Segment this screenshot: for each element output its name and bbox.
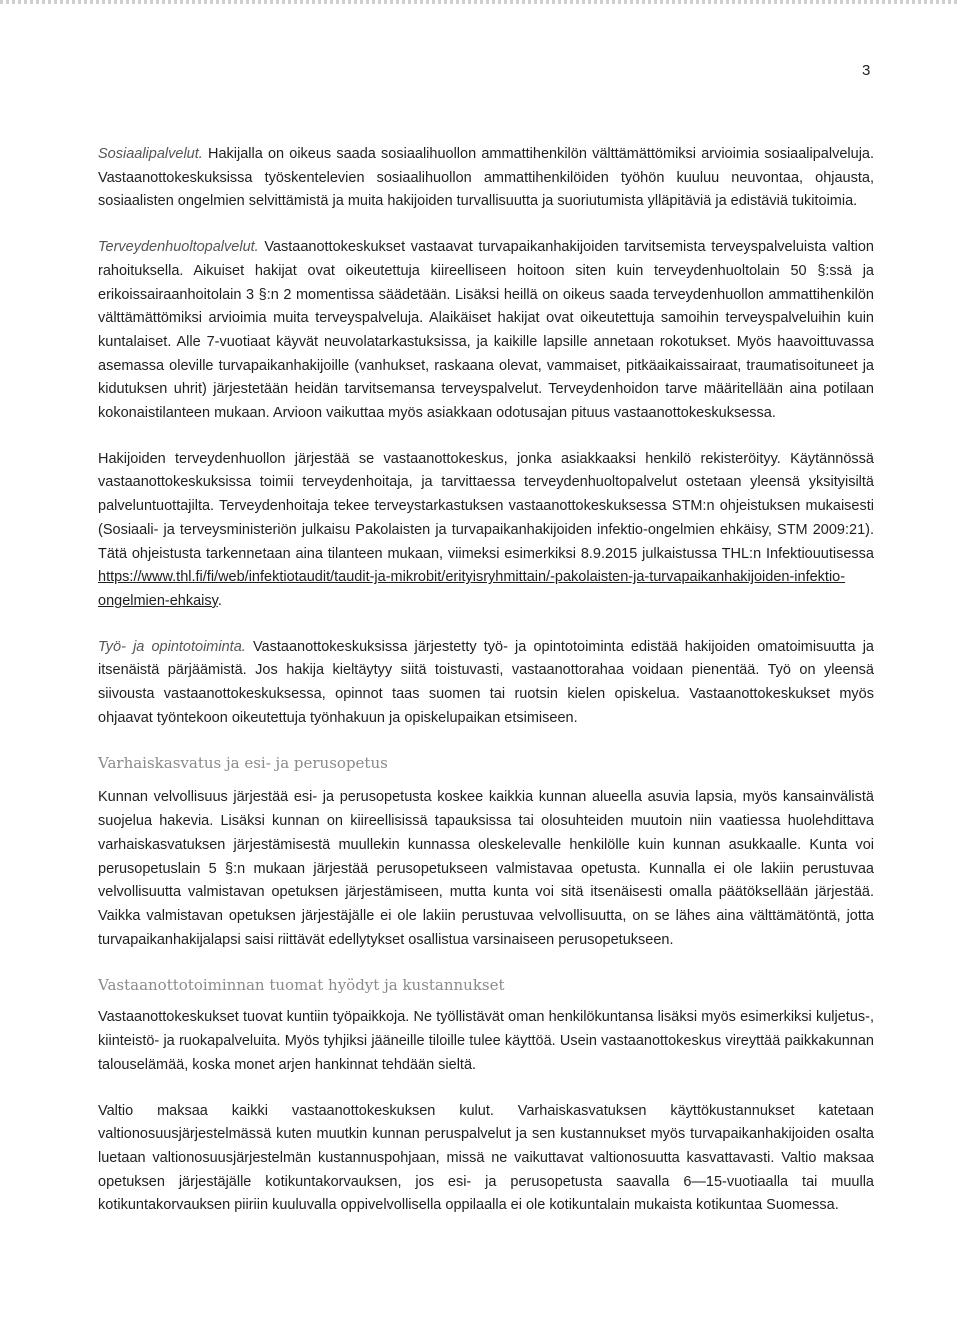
paragraph-varhaiskasvatus: Kunnan velvollisuus järjestää esi- ja perusopetusta koskee kaikkia kunnan alueella asuvia lapsia, myös kansainvälistä suojelua hakevia. Lisäksi kunnan on kiireellisissä tapauksissa tai olosuhteiden muutoin niin vaatiessa huolehdittava varhaiskasvatuksen järjestämisestä muullekin kunnassa oleskelevalle henkilölle kuin kunnan asukkaalle. Kunta voi perusopetuslain 5 §:n mukaan järjestää perusopetukseen valmistavaa opetusta. Kunnalla ei ole lakiin perustuvaa velvollisuutta valmistavan opetuksen järjestämiseen, mutta kunta voi sitä itsenäisesti omalla päätöksellään järjestää. Vaikka valmistavan opetuksen järjestäjälle ei ole lakiin perustuvaa velvollisuutta, on se lähes aina välttämätöntä, jotta turvapaikanhakijalapsi saisi riittävät edellytykset osallistua varsinaiseen perusopetukseen. [98,789,874,948]
paragraph-text: Vastaanottokeskuksissa järjestetty työ- ja opintotoiminta edistää hakijoiden omatoimisuutta ja itsenäistä pärjäämistä. Jos hakija kieltäytyy siitä toistuvasti, vastaanottorahaa voidaan pienentää. Työ on yleensä siivousta vastaanottokeskuksessa, opinnot taas suomen tai ruotsin kielen opiskelua. Vastaanottokeskukset myös ohjaavat työntekoon oikeutettuja työnhakuun ja opiskelupaikan etsimiseen. [98,638,874,726]
paragraph-tyopaikat: Vastaanottokeskukset tuovat kuntiin työpaikkoja. Ne työllistävät oman henkilökuntansa lisäksi myös esimerkiksi kuljetus-, kiinteistö- ja ruokapalveluita. Myös tyhjiksi jääneille tiloille tulee käyttöä. Usein vastaanottokeskus vireyttää paikkakunnan talouselämää, koska monet arjen hankinnat tehdään sieltä. [98,1009,874,1073]
paragraph-sosiaalipalvelut [98,143,874,214]
paragraph-tyo-opintotoiminta [98,636,874,731]
heading-varhaiskasvatus: Varhaiskasvatus ja esi- ja perusopetus [98,754,388,773]
paragraph-lead: Työ- ja opintotoiminta. [98,638,246,655]
thl-link[interactable]: https://www.thl.fi/fi/web/infektiotaudit/taudit-ja-mikrobit/erityisryhmittain/-pakolaisten-ja-turvapaikanhakijoiden-infektio-ongelmien-ehkaisy [98,569,846,609]
spacer [98,996,874,1006]
paragraph-lead: Terveydenhuoltopalvelut. [98,239,259,256]
paragraph-terveydenhuolto-jarjestaminen [98,448,874,614]
paragraph-text: Hakijalla on oikeus saada sosiaalihuollon ammattihenkilön välttämättömiksi arvioimia sosiaalipalveluja. Vastaanottokeskuksissa työskentelevien sosiaalihuollon ammattihenkilöiden työhön kuuluu neuvontaa, ohjausta, sosiaalisten ongelmien selvittämistä ja muita hakijoiden turvallisuutta ja suoriutumista ylläpitäviä ja edistäviä tukitoimia. [98,146,875,210]
paragraph-kustannukset: Valtio maksaa kaikki vastaanottokeskuksen kulut. Varhaiskasvatuksen käyttökustannukset katetaan valtionosuusjärjestelmässä kuten muutkin kunnan peruspalvelut ja sen kustannukset myös turvapaikanhakijoiden osalta luetaan valtionosuusjärjestelmän kustannuspohjaan, missä ne vaikuttavat valtionosuutta kasvattavasti. Valtio maksaa opetuksen järjestäjälle kotikuntakorvauksen, jos esi- ja perusopetusta saavalla 6—15-vuotiaalla tai muulla kotikuntakorvauksen piiriin kuuluvalla oppivelvollisella oppilaalla ei ole kotikuntalain mukaista kotikuntaa Suomessa. [98,1102,874,1214]
paragraph-lead: Sosiaalipalvelut. [98,146,203,162]
document-body [98,143,874,1218]
paragraph-text: Hakijoiden terveydenhuollon järjestää se vastaanottokeskus, jonka asiakkaaksi henkilö rekisteröityy. Käytännössä vastaanottokeskuksissa toimii terveydenhoitaja, ja tarvittaessa terveydenhuoltopalvelut ostetaan yleensä yksityisiltä palveluntuottajilta. Terveydenhoitaja tekee terveystarkastuksen vastaanottokeskuksessa STM:n ohjeistuksen mukaisesti (Sosiaali- ja terveysministeriön julkaisu Pakolaisten ja turvapaikanhakijoiden infektio-ongelmien ehkäisy, STM 2009:21). Tätä ohjeistusta tarkennetaan aina tilanteen mukaan, viimeksi esimerkiksi 8.9.2015 julkaistussa THL:n Infektiouutisessa [98,450,874,562]
spacer [98,774,874,786]
page-number: 3 [862,62,871,79]
paragraph-text: Vastaanottokeskukset vastaavat turvapaikanhakijoiden tarvitsemista terveyspalveluista valtion rahoituksella. Aikuiset hakijat ovat oikeutettuja kiireelliseen hoitoon siten kuin terveydenhuoltolain 50 §:ssä ja erikoissairaanhoitolain 3 §:n 2 momentissa säädetään. Lisäksi heillä on oikeus saada terveydenhuollon ammattihenkilön välttämättömiksi arvioimia muita terveyspalveluja. Alaikäiset hakijat ovat oikeutettuja samoihin terveyspalveluihin kuin kuntalaiset. Alle 7-vuotiaat käyvät neuvolatarkastuksissa, ja kaikille lapsille annetaan rokotukset. Myös haavoittuvassa asemassa oleville turvapaikanhakijoille (vanhukset, raskaana olevat, vammaiset, pitkäaikaissairaat, traumatisoituneet ja kidutuksen uhrit) järjestetään heidän tarvitsemansa terveyspalvelut. Terveydenhoidon tarve määritellään aina potilaan kokonaistilanteen mukaan. Arvioon vaikuttaa myös asiakkaan odotusajan pituus vastaanottokeskuksessa. [98,239,874,422]
heading-hyodyt-kustannukset: Vastaanottotoiminnan tuomat hyödyt ja kustannukset [98,976,505,995]
paragraph-end: . [217,592,222,609]
page-top-edge [0,0,960,4]
paragraph-terveydenhuolto [98,236,874,426]
